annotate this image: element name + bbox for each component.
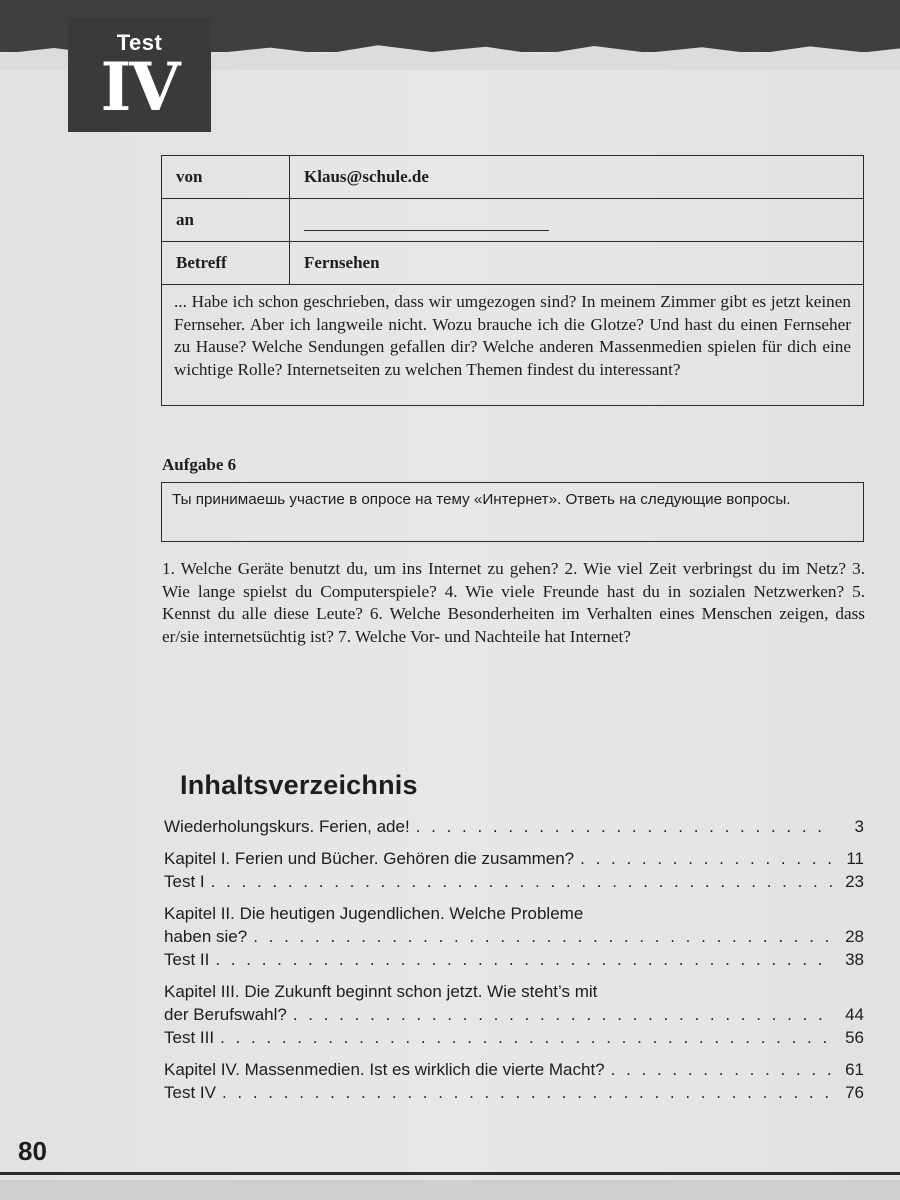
toc-line <box>164 925 864 948</box>
email-value-from: Klaus@schule.de <box>304 167 429 186</box>
toc-page: 28 <box>845 927 864 946</box>
page-number: 80 <box>18 1136 47 1166</box>
email-value-subject: Fernsehen <box>304 253 380 272</box>
toc-line <box>164 1081 864 1104</box>
bottom-band <box>0 1180 900 1200</box>
toc-text: Test III <box>164 1028 215 1047</box>
toc-text: Kapitel I. Ferien und Bücher. Gehören die zusammen? <box>164 849 575 868</box>
toc-line <box>164 1003 864 1026</box>
toc-heading: Inhaltsverzeichnis <box>180 770 418 800</box>
toc-line <box>164 948 864 971</box>
toc-dots <box>222 1081 832 1104</box>
toc-text: Test I <box>164 872 205 891</box>
table-of-contents <box>164 815 864 1113</box>
test-badge <box>68 18 211 132</box>
toc-entry <box>164 1058 864 1104</box>
task-instruction: Ты принимаешь участие в опросе на тему «Интернет». Ответь на следующие вопросы. <box>161 482 864 542</box>
toc-line <box>164 815 864 838</box>
bottom-rule <box>0 1172 900 1175</box>
toc-text: Test IV <box>164 1083 216 1102</box>
email-row-subject <box>162 242 863 285</box>
toc-dots <box>215 948 832 971</box>
toc-text: Kapitel III. Die Zukunft beginnt schon jetzt. Wie steht’s mit <box>164 982 598 1001</box>
toc-text: der Berufswahl? <box>164 1005 287 1024</box>
toc-text: Test II <box>164 950 210 969</box>
toc-text: Wiederholungskurs. Ferien, ade! <box>164 817 410 836</box>
toc-page: 61 <box>845 1060 864 1079</box>
toc-text: Kapitel IV. Massenmedien. Ist es wirklich die vierte Macht? <box>164 1060 605 1079</box>
email-label-from: von <box>162 156 290 198</box>
email-form <box>161 155 864 406</box>
recipient-blank-line <box>304 210 549 231</box>
badge-number: IV <box>100 48 179 126</box>
toc-page: 3 <box>854 817 864 836</box>
email-label-to: an <box>162 199 290 241</box>
toc-text: Kapitel II. Die heutigen Jugendlichen. Welche Probleme <box>164 904 584 923</box>
toc-dots <box>611 1058 832 1081</box>
email-body: ... Habe ich schon geschrieben, dass wir umgezogen sind? In meinem Zimmer gibt es jetzt keinen Fernseher. Aber ich langweile nicht. Wozu brauche ich die Glotze? Und hast du einen Fernseher zu Hause? Welche Sendungen gefallen dir? Welche anderen Massenmedien spielen für dich eine wichtige Rolle? Internetseiten zu welchen Themen findest du interessant? <box>174 292 851 379</box>
task-title: Aufgabe 6 <box>162 455 237 474</box>
toc-line <box>164 902 864 925</box>
toc-text: haben sie? <box>164 927 248 946</box>
toc-dots <box>211 870 832 893</box>
toc-page: 56 <box>845 1028 864 1047</box>
toc-line <box>164 847 864 870</box>
toc-entry <box>164 815 864 838</box>
toc-page: 44 <box>845 1005 864 1024</box>
toc-dots <box>580 847 832 870</box>
badge-label: Test <box>116 30 163 55</box>
toc-page: 23 <box>845 872 864 891</box>
email-label-subject: Betreff <box>162 242 290 284</box>
toc-dots <box>293 1003 832 1026</box>
email-row-from <box>162 156 863 199</box>
toc-entry <box>164 902 864 971</box>
toc-entry <box>164 980 864 1049</box>
task-questions: 1. Welche Geräte benutzt du, um ins Internet zu gehen? 2. Wie viel Zeit verbringst du im Netz? 3. Wie lange spielst du Computerspiele? 4. Wie viele Freunde hast du in sozialen Netzwerken? 5. Kennst du alle diese Leute? 6. Welche Besonderheiten im Verhalten eines Menschen zeigen, dass er/sie internetsüchtig ist? 7. Welche Vor- und Nachteile hat Internet? <box>162 559 865 646</box>
toc-page: 38 <box>845 950 864 969</box>
email-row-to <box>162 199 863 242</box>
toc-dots <box>253 925 832 948</box>
toc-entry <box>164 847 864 893</box>
email-value-to <box>290 199 863 241</box>
toc-line <box>164 870 864 893</box>
toc-line <box>164 1058 864 1081</box>
toc-line <box>164 1026 864 1049</box>
toc-dots <box>416 815 832 838</box>
toc-page: 76 <box>845 1083 864 1102</box>
toc-line <box>164 980 864 1003</box>
toc-page: 11 <box>846 849 864 868</box>
toc-dots <box>220 1026 832 1049</box>
